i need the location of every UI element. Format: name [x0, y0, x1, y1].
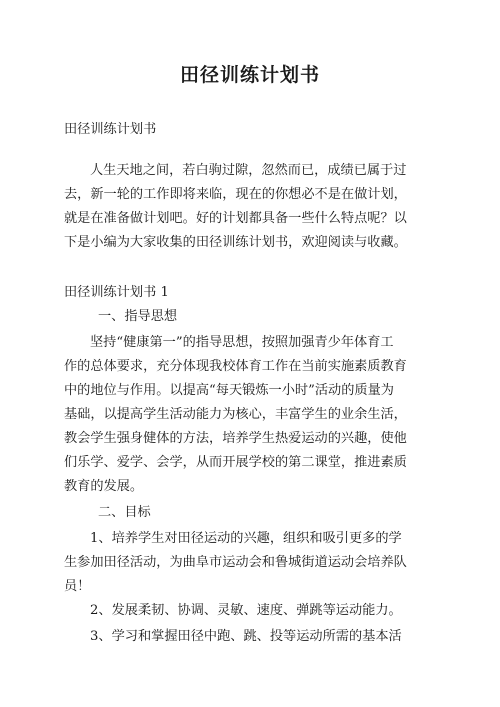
guide-line: 坚持“健康第一”的指导思想，按照加强青少年体育工 [90, 335, 394, 350]
intro-line: 人生天地之间，若白驹过隙，忽然而已，成绩已属于过 [90, 163, 407, 178]
document-title: 田径训练计划书 [179, 64, 320, 86]
intro-line: 就是在准备做计划吧。好的计划都具备一些什么特点呢？以 [64, 211, 407, 226]
intro-line: 去，新一轮的工作即将来临，现在的你想必不是在做计划， [64, 187, 407, 202]
intro-line: 下是小编为大家收集的田径训练计划书，欢迎阅读与收藏。 [64, 235, 407, 250]
guide-line: 们乐学、爱学、会学，从而开展学校的第二课堂，推进素质 [64, 455, 407, 470]
section-heading: 一、指导思想 [98, 309, 178, 324]
goal-line: 2、发展柔韧、协调、灵敏、速度、弹跳等运动能力。 [90, 603, 402, 618]
guide-line: 基础，以提高学生活动能力为核心，丰富学生的业余生活， [64, 407, 407, 422]
goal-line: 1、培养学生对田径运动的兴趣，组织和吸引更多的学 [90, 531, 402, 546]
section-heading: 二、目标 [98, 505, 151, 520]
guide-line: 教育的发展。 [64, 479, 144, 494]
goal-line: 3、学习和掌握田径中跑、跳、投等运动所需的基本活 [90, 629, 402, 644]
goal-line: 员！ [64, 579, 91, 594]
guide-line: 教会学生强身健体的方法，培养学生热爱运动的兴趣，使他 [64, 431, 407, 446]
guide-line: 作的总体要求，充分体现我校体育工作在当前实施素质教育 [64, 359, 407, 374]
guide-line: 中的地位与作用。以提高“每天锻炼一小时”活动的质量为 [64, 383, 394, 398]
goal-line: 生参加田径活动，为曲阜市运动会和鲁城街道运动会培养队 [64, 555, 407, 570]
section-title: 田径训练计划书 1 [64, 285, 169, 300]
document-subtitle: 田径训练计划书 [64, 122, 157, 137]
